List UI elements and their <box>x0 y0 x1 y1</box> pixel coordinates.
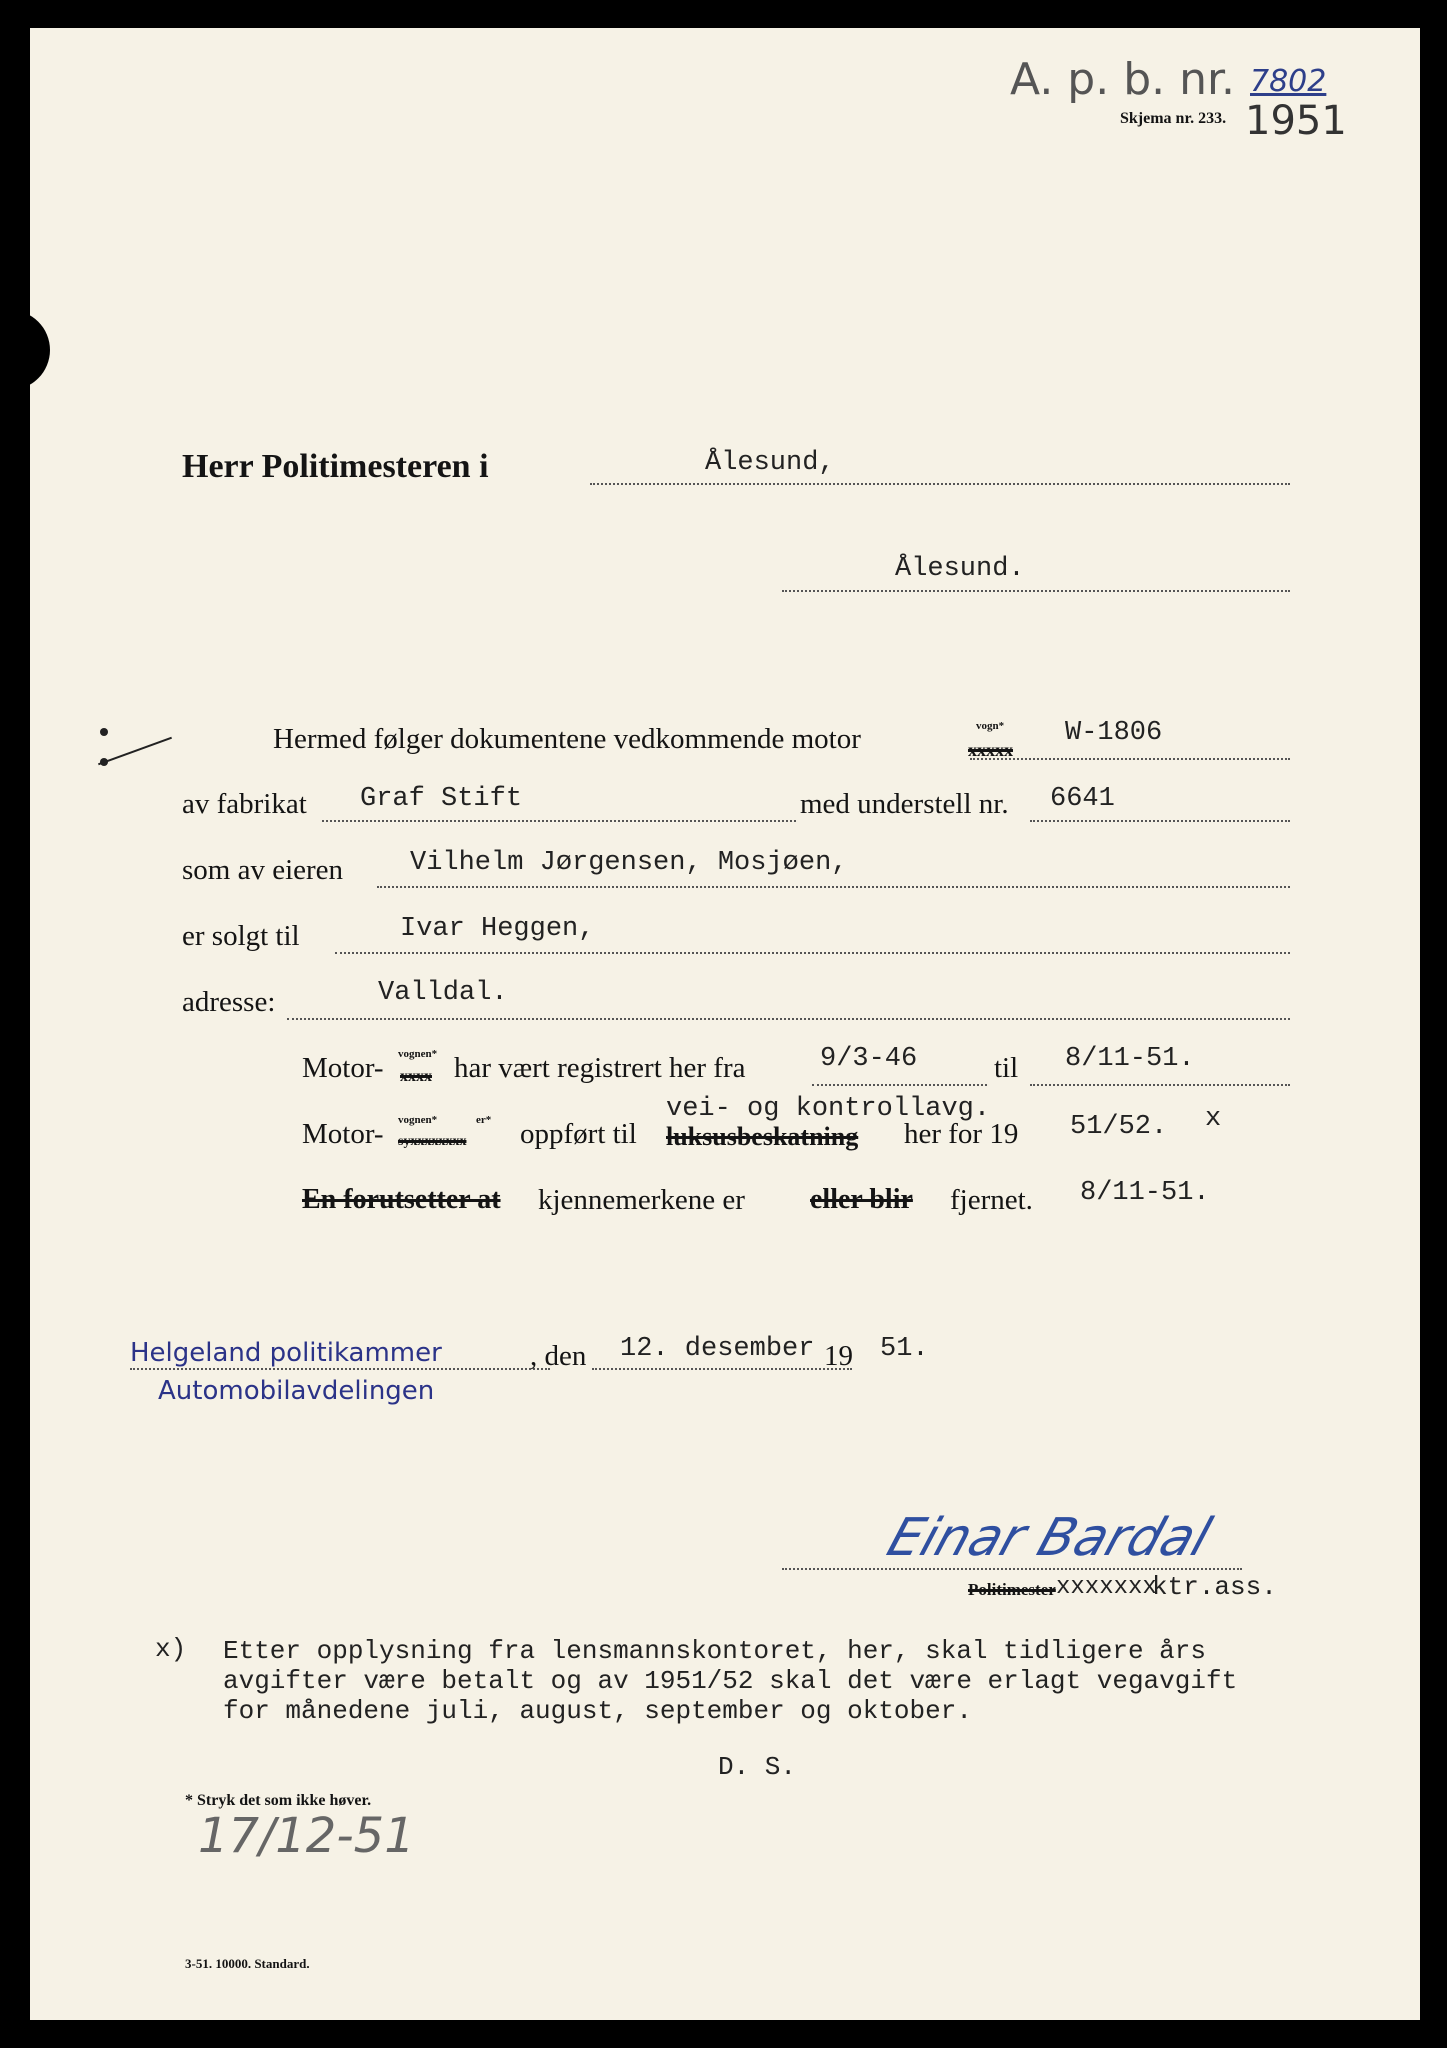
registrert-text: har vært registrert her fra <box>454 1052 746 1084</box>
recipient-dotline-2 <box>782 590 1290 592</box>
eier-dotline <box>377 886 1290 888</box>
place-dotline <box>130 1368 550 1370</box>
stamp-line-1: Helgeland politikammer <box>130 1338 442 1368</box>
signature-title: ktr.ass. <box>1152 1572 1277 1602</box>
luksus-struck: luksusbeskatning <box>666 1122 859 1151</box>
understell-label: med understell nr. <box>800 788 1009 820</box>
form-number: Skjema nr. 233. <box>1120 110 1227 127</box>
recipient-salutation: Herr Politimesteren i <box>182 448 489 485</box>
politimester-struck-x: xxxxxxx <box>1056 1574 1157 1601</box>
footnote-x-mark: x <box>1205 1104 1222 1134</box>
signature: Einar Bardal <box>880 1508 1219 1568</box>
den-label: , den <box>530 1340 587 1372</box>
note-line: Etter opplysning fra lensmannskontoret, her, skal tidligere års <box>223 1636 1206 1666</box>
registered-from: 9/3-46 <box>820 1044 918 1074</box>
vognen-struck: xxxx <box>400 1068 432 1085</box>
signature-dotline <box>782 1568 1242 1570</box>
motor-label-2: Motor- <box>302 1118 384 1150</box>
fjernet-date: 8/11-51. <box>1080 1178 1210 1208</box>
understell-dotline <box>1030 820 1290 822</box>
footnote: * Stryk det som ikke høver. <box>185 1792 372 1809</box>
note-line: avgifter være betalt og av 1951/52 skal det være erlagt vegavgift <box>223 1666 1238 1696</box>
understell-value: 6641 <box>1050 784 1115 814</box>
solgt-value: Ivar Heggen, <box>400 914 595 944</box>
margin-dot <box>100 728 108 736</box>
year-prefix: 19 <box>824 1340 853 1372</box>
vei-kontroll: vei- og kontrollavg. <box>666 1094 991 1124</box>
stamp-line-2: Automobilavdelingen <box>158 1376 435 1406</box>
forutsetter-struck: En forutsetter at <box>302 1184 501 1215</box>
registration-number: W-1806 <box>1065 718 1163 748</box>
vognen-struck-2: syxxxxxxxx <box>398 1134 467 1149</box>
regtil-dotline <box>1030 1084 1290 1086</box>
adresse-label: adresse: <box>182 986 276 1018</box>
apb-number: 7802 <box>1250 64 1327 99</box>
vogn-superscript: vogn* <box>976 720 1005 732</box>
year-handwritten: 1951 <box>1245 98 1347 144</box>
registered-to: 8/11-51. <box>1065 1044 1195 1074</box>
vogn-struck: xxxxx <box>968 740 1013 760</box>
fabrikat-value: Graf Stift <box>360 784 523 814</box>
print-info: 3-51. 10000. Standard. <box>185 1956 310 1971</box>
regno-dotline <box>970 758 1290 760</box>
date-dotline <box>592 1368 852 1370</box>
handwritten-date: 17/12-51 <box>198 1808 415 1864</box>
fabrikat-label: av fabrikat <box>182 788 307 820</box>
solgt-label: er solgt til <box>182 920 300 952</box>
vognen-superscript: vognen* <box>398 1048 438 1060</box>
apb-label: A. p. b. nr. <box>1010 54 1236 105</box>
oppfort-text: oppført til <box>520 1118 637 1150</box>
recipient-dotline <box>590 483 1290 485</box>
note-line: for månedene juli, august, september og oktober. <box>223 1696 972 1726</box>
date-value: 12. desember <box>620 1334 815 1364</box>
ds-sign-off: D. S. <box>718 1752 797 1782</box>
adresse-dotline <box>287 1018 1290 1020</box>
motor-label: Motor- <box>302 1052 384 1084</box>
eller-blir-struck: eller blir <box>810 1184 913 1215</box>
document-page <box>30 28 1420 2020</box>
note-marker: x) <box>155 1634 187 1664</box>
intro-text: Hermed følger dokumentene vedkommende motor <box>273 723 861 755</box>
her-for-text: her for 19 <box>904 1118 1019 1150</box>
solgt-dotline <box>335 952 1290 954</box>
year-suffix: 51. <box>880 1334 929 1364</box>
fabrikat-dotline <box>322 820 796 822</box>
recipient-city-line2: Ålesund. <box>895 554 1025 584</box>
year-period: 51/52. <box>1070 1112 1168 1142</box>
politimester-struck: Politimester <box>968 1580 1056 1599</box>
vognen-superscript-2: vognen* <box>398 1114 438 1126</box>
eier-label: som av eieren <box>182 854 344 886</box>
adresse-value: Valldal. <box>378 978 508 1008</box>
kjennemerkene-text: kjennemerkene er <box>538 1184 745 1216</box>
til-label: til <box>994 1052 1019 1084</box>
margin-slash <box>98 737 172 766</box>
regfra-dotline <box>812 1084 987 1086</box>
er-superscript: er* <box>476 1114 492 1126</box>
fjernet-text: fjernet. <box>950 1184 1033 1216</box>
eier-value: Vilhelm Jørgensen, Mosjøen, <box>410 848 848 878</box>
recipient-city: Ålesund, <box>705 448 835 478</box>
